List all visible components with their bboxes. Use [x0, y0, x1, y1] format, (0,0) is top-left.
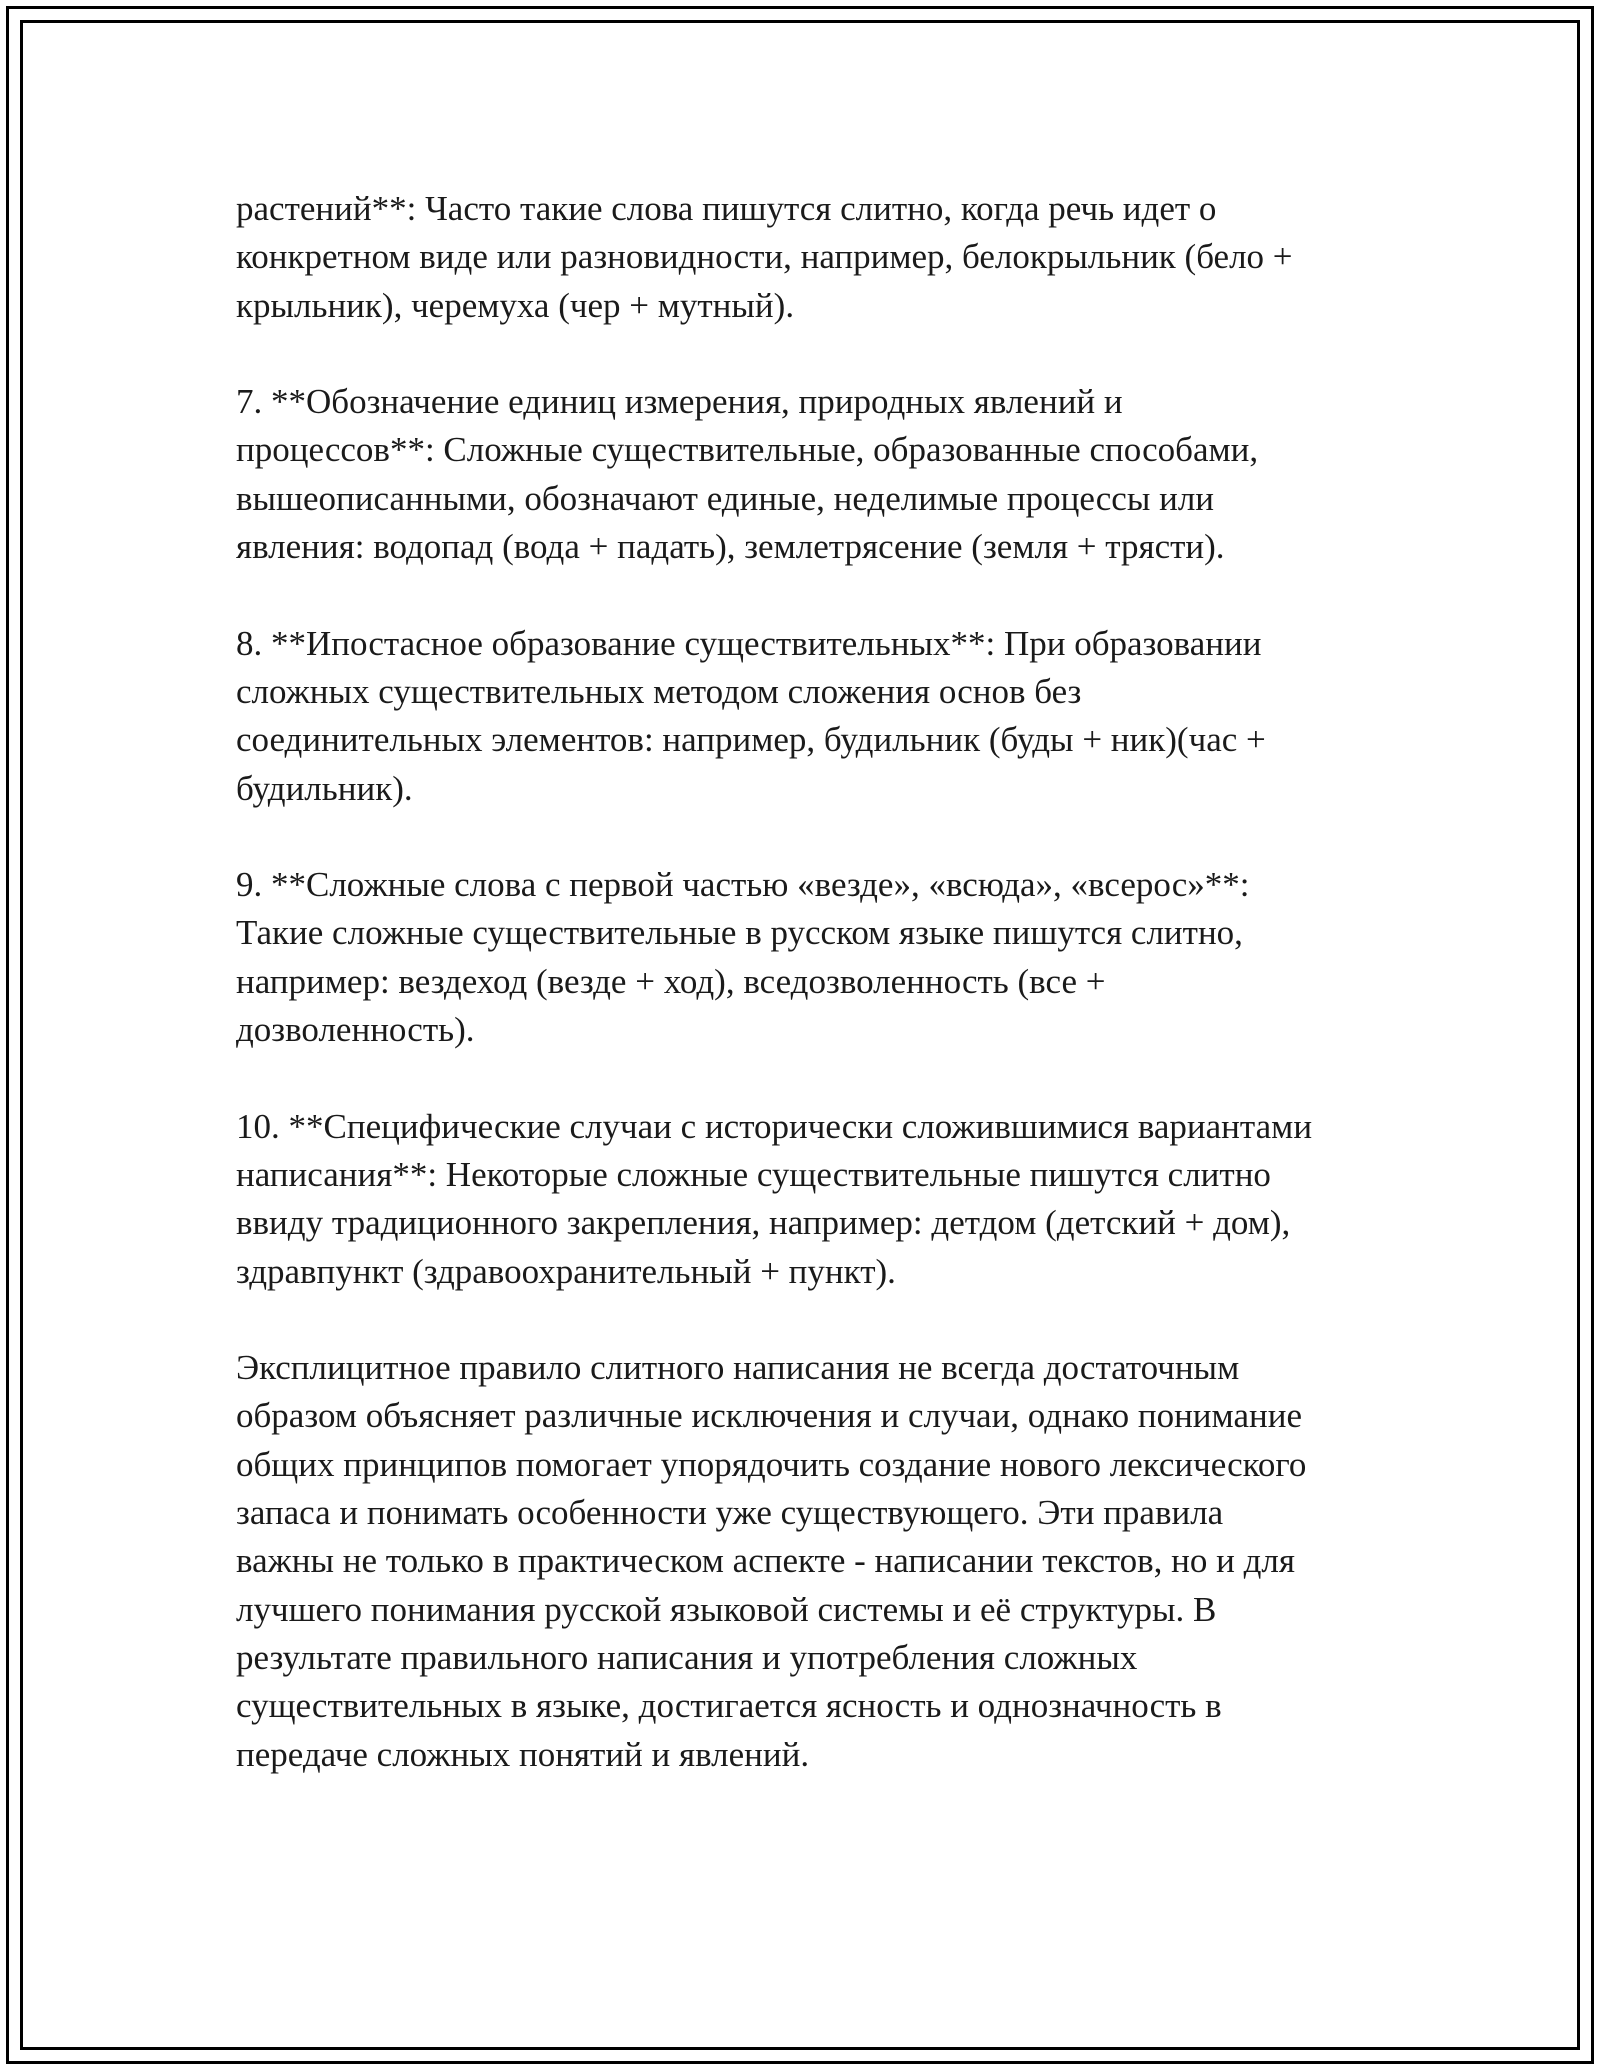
paragraph-item-7: 7. **Обозначение единиц измерения, природных явлений и процессов**: Сложные существительные, образованные способами, вышеописанными, обозначают единые, неделимые процессы или явления: водопад (вода + падать), землетрясение (земля + трясти).	[236, 382, 1259, 567]
paragraph-item-8: 8. **Ипостасное образование существительных**: При образовании сложных существительных методом сложения основ без соединительных элементов: например, будильник (буды + ник)(час + будильник).	[236, 623, 1266, 808]
paragraph-conclusion: Эксплицитное правило слитного написания не всегда достаточным образом объясняет различные исключения и случаи, однако понимание общих принципов помогает упорядочить создание нового лексического запаса и понимать особенности уже существующего. Эти правила важны не только в практическом аспекте - написании текстов, но и для лучшего понимания русской языковой системы и её структуры. В результате правильного написания и употребления сложных существительных в языке, достигается ясность и однозначность в передаче сложных понятий и явлений.	[236, 1348, 1307, 1774]
document-body	[236, 185, 1396, 1827]
paragraph-item-9: 9. **Сложные слова с первой частью «везде», «всюда», «всерос»**: Такие сложные существительные в русском языке пишутся слитно, например: вездеход (везде + ход), вседозволенность (все + дозволенность).	[236, 865, 1250, 1050]
paragraph-item-10: 10. **Специфические случаи с исторически сложившимися вариантами написания**: Некоторые сложные существительные пишутся слитно ввиду традиционного закрепления, например: детдом (детский + дом), здравпункт (здравоохранительный + пункт).	[236, 1106, 1313, 1291]
paragraph-continuation-plants: растений**: Часто такие слова пишутся слитно, когда речь идет о конкретном виде или разновидности, например, белокрыльник (бело + крыльник), черемуха (чер + мутный).	[236, 189, 1293, 325]
